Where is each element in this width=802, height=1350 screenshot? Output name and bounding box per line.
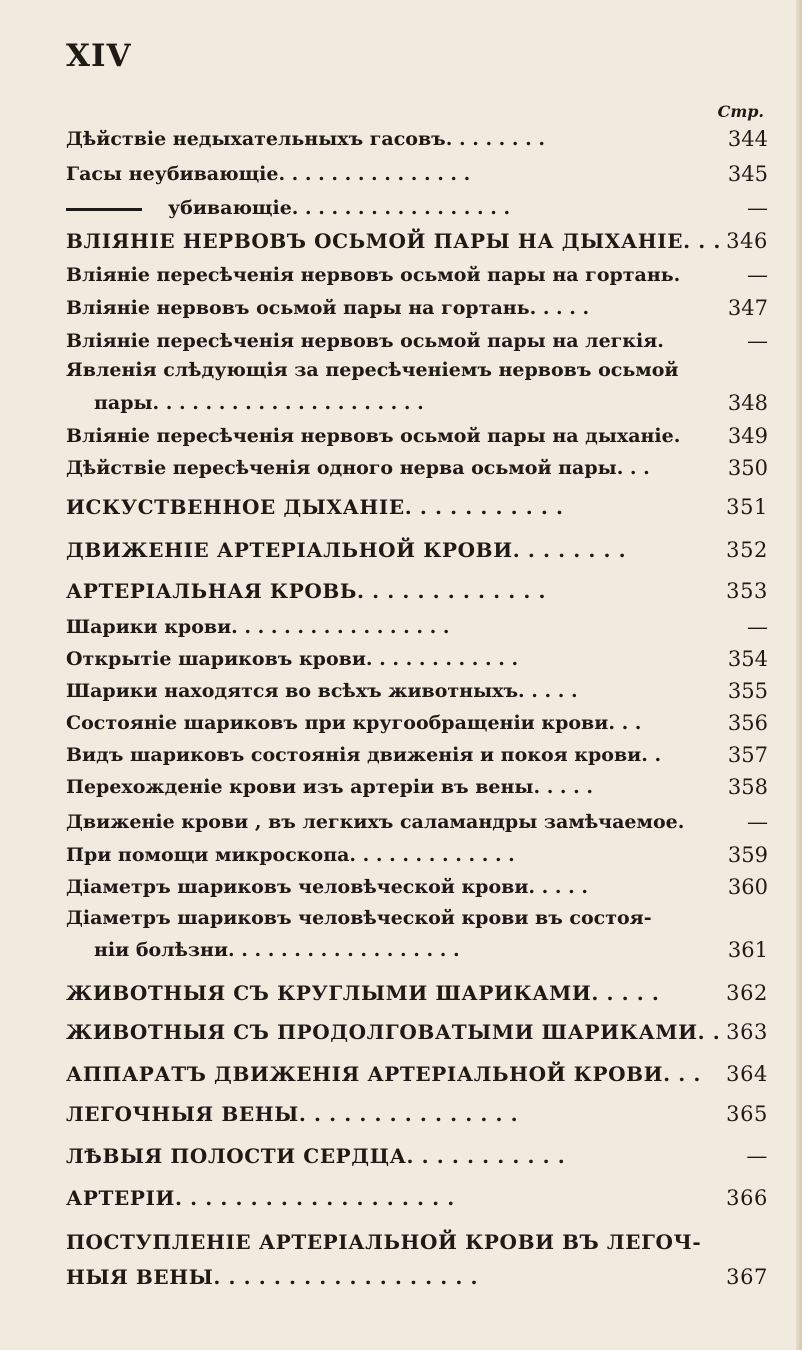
toc-entry-text: пары. . . . . . . . . . . . . . . . . . . . . — [94, 392, 424, 414]
toc-entry-text: Дѣйствіе пересѣченія одного нерва осьмой пары. . . — [66, 457, 650, 479]
repeat-dash — [66, 208, 142, 211]
toc-entry-page: 361 — [727, 938, 768, 962]
toc-entry-text: Движеніе крови , въ легкихъ саламандры замѣчаемое. — [66, 811, 685, 833]
toc-entry — [66, 1185, 768, 1211]
toc-entry-text: АРТЕРІАЛЬНАЯ КРОВЬ. . . . . . . . . . . . . — [66, 579, 547, 603]
toc-entry-text: Шарики крови. . . . . . . . . . . . . . . . . — [66, 616, 450, 638]
toc-entry — [94, 937, 768, 963]
toc-entry-page: 363 — [726, 1020, 768, 1044]
toc-entry-page: 357 — [727, 743, 768, 767]
toc-entry-text: НЫЯ ВЕНЫ. . . . . . . . . . . . . . . . . . — [66, 1265, 479, 1289]
toc-entry-text: ДВИЖЕНІЕ АРТЕРІАЛЬНОЙ КРОВИ. . . . . . . . — [66, 538, 627, 562]
toc-entry-text: АППАРАТЪ ДВИЖЕНІЯ АРТЕРІАЛЬНОЙ КРОВИ. . . — [66, 1062, 701, 1086]
toc-entry-page: 356 — [727, 711, 768, 735]
toc-entry — [94, 390, 768, 416]
toc-entry-page: 352 — [726, 538, 768, 562]
toc-entry — [66, 161, 768, 187]
toc-entry-text: Шарики находятся во всѣхъ животныхъ. . . . . — [66, 680, 578, 702]
toc-entry-text: Вліяніе пересѣченія нервовъ осьмой пары на гортань. — [66, 264, 681, 286]
toc-entry-text: ЖИВОТНЫЯ СЪ ПРОДОЛГОВАТЫМИ ШАРИКАМИ. . — [66, 1020, 721, 1044]
toc-entry-text: Вліяніе нервовъ осьмой пары на гортань. . . . . — [66, 297, 590, 319]
toc-entry-text: Состояніе шариковъ при кругообращеніи крови. . . — [66, 712, 642, 734]
toc-entry-page: 347 — [727, 296, 768, 320]
toc-entry-page: 350 — [727, 456, 768, 480]
toc-entry-text: ПОСТУПЛЕНІЕ АРТЕРІАЛЬНОЙ КРОВИ ВЪ ЛЕГОЧ- — [66, 1230, 702, 1254]
toc-entry-text: ЛѢВЫЯ ПОЛОСТИ СЕРДЦА. . . . . . . . . . . — [66, 1144, 566, 1168]
toc-entry — [66, 646, 768, 672]
toc-entry-page: 362 — [726, 981, 768, 1005]
toc-entry-text: ИСКУСТВЕННОЕ ДЫХАНІЕ. . . . . . . . . . . — [66, 495, 564, 519]
toc-entry — [66, 1061, 768, 1087]
toc-entry — [66, 1229, 768, 1255]
toc-entry-page: — — [747, 615, 768, 639]
toc-entry — [66, 295, 768, 321]
toc-entry-page: 367 — [726, 1265, 768, 1289]
toc-entry-page: 355 — [727, 679, 768, 703]
toc-entry — [66, 357, 768, 383]
toc-entry-page: 358 — [727, 775, 768, 799]
toc-entry-page: 346 — [726, 229, 768, 253]
page-number: XIV — [66, 38, 132, 74]
toc-entry-page: 366 — [726, 1186, 768, 1210]
toc-entry-page: — — [747, 810, 768, 834]
toc-entry — [66, 328, 768, 354]
toc-entry-text: Явленія слѣдующія за пересѣченіемъ нервовъ осьмой — [66, 359, 679, 381]
toc-entry-text: ЛЕГОЧНЫЯ ВЕНЫ. . . . . . . . . . . . . . . — [66, 1102, 519, 1126]
toc-entry — [66, 678, 768, 704]
toc-entry-page: 360 — [727, 875, 768, 899]
toc-entry — [66, 874, 768, 900]
toc-entry-page: 354 — [727, 647, 768, 671]
toc-entry — [66, 742, 768, 768]
toc-entry-page: — — [747, 263, 768, 287]
toc-entry-page: — — [746, 1144, 768, 1168]
page-edge-shadow — [796, 0, 802, 1350]
toc-entry-text: Вліяніе пересѣченія нервовъ осьмой пары на дыханіе. — [66, 425, 681, 447]
toc-entry — [66, 423, 768, 449]
toc-entry — [66, 1264, 768, 1290]
toc-entry-text: Открытіе шариковъ крови. . . . . . . . . . . . — [66, 648, 519, 670]
toc-entry — [66, 1019, 768, 1045]
toc-entry-page: — — [747, 196, 768, 220]
toc-entry — [66, 537, 768, 563]
toc-entry-page: — — [747, 329, 768, 353]
toc-entry-text: Гасы неубивающіе. . . . . . . . . . . . . . . — [66, 163, 471, 185]
toc-entry-page: 344 — [727, 127, 768, 151]
toc-entry — [66, 228, 768, 254]
toc-entry-page: 365 — [726, 1102, 768, 1126]
toc-entry — [66, 455, 768, 481]
toc-entry — [66, 1143, 768, 1169]
toc-entry — [66, 614, 768, 640]
toc-entry-text: Видъ шариковъ состоянія движенія и покоя крови. . — [66, 744, 662, 766]
toc-entry-page: 364 — [726, 1062, 768, 1086]
toc-entry — [66, 980, 768, 1006]
toc-entry — [66, 774, 768, 800]
toc-entry-text: Діаметръ шариковъ человѣческой крови въ состоя- — [66, 907, 652, 929]
toc-entry-text: Вліяніе пересѣченія нервовъ осьмой пары на легкія. — [66, 330, 664, 352]
toc-entry — [66, 809, 768, 835]
toc-entry-page: 353 — [726, 579, 768, 603]
toc-entry — [66, 494, 768, 520]
toc-entry-text: убивающіе. . . . . . . . . . . . . . . . . — [168, 197, 511, 219]
toc-entry-text: Перехожденіе крови изъ артеріи въ вены. . . . . — [66, 776, 593, 798]
toc-entry-page: 348 — [727, 391, 768, 415]
toc-entry-text: Дѣйствіе недыхательныхъ гасовъ. . . . . . . . — [66, 128, 545, 150]
toc-entry-text: Діаметръ шариковъ человѣческой крови. . . . . — [66, 876, 588, 898]
toc-entry — [66, 905, 768, 931]
toc-entry — [66, 578, 768, 604]
toc-entry-page: 349 — [727, 424, 768, 448]
toc-entry-text: ЖИВОТНЫЯ СЪ КРУГЛЫМИ ШАРИКАМИ. . . . . — [66, 981, 660, 1005]
toc-entry-text: ніи болѣзни. . . . . . . . . . . . . . . . . . — [94, 939, 460, 961]
toc-entry — [66, 842, 768, 868]
toc-entry — [66, 710, 768, 736]
toc-entry — [66, 126, 768, 152]
toc-entry — [66, 195, 768, 221]
toc-entry — [66, 262, 768, 288]
toc-entry-page: 345 — [727, 162, 768, 186]
toc-entry — [66, 1101, 768, 1127]
page-column-header: Стр. — [717, 102, 764, 121]
toc-entry-text: При помощи микроскопа. . . . . . . . . . . . . — [66, 844, 515, 866]
toc-entry-text: АРТЕРІИ. . . . . . . . . . . . . . . . . . . — [66, 1186, 455, 1210]
toc-entry-page: 359 — [727, 843, 768, 867]
toc-entry-text: ВЛІЯНІЕ НЕРВОВЪ ОСЬМОЙ ПАРЫ НА ДЫХАНІЕ. . . — [66, 229, 721, 253]
toc-entry-page: 351 — [726, 495, 768, 519]
